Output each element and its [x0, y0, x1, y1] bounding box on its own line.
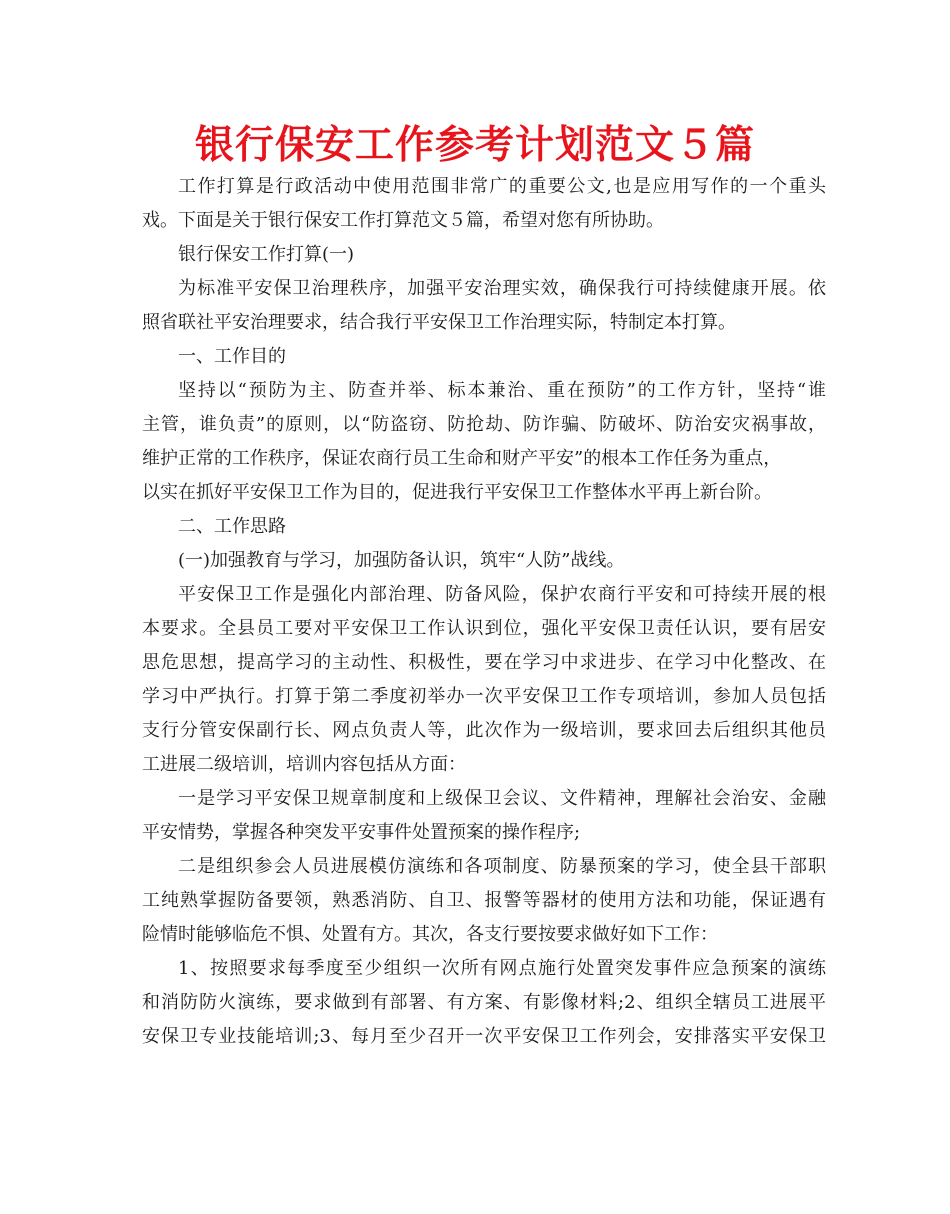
body-line: 二是组织参会人员进展模仿演练和各项制度、防暴预案的学习，使全县干部职: [178, 856, 826, 877]
document-body: [142, 170, 826, 1054]
body-line: 平安情势，掌握各种突发平安事件处置预案的操作程序;: [142, 822, 581, 843]
body-line: 学习中严执行。打算于第二季度初举办一次平安保卫工作专项培训，参加人员包括: [142, 686, 826, 707]
body-line: 主管，谁负责”的原则，以“防盗窃、防抢劫、防诈骗、防破坏、防治安灾祸事故，: [142, 414, 826, 435]
body-line: 思危思想，提高学习的主动性、积极性，要在学习中求进步、在学习中化整改、在: [142, 652, 826, 673]
body-line: 维护正常的工作秩序，保证农商行员工生命和财产平安”的根本工作任务为重点，: [142, 448, 782, 469]
body-line: 1、按照要求每季度至少组织一次所有网点施行处置突发事件应急预案的演练: [178, 958, 826, 979]
body-line: 照省联社平安治理要求，结合我行平安保卫工作治理实际，特制定本打算。: [142, 312, 736, 333]
body-line: 二、工作思路: [178, 516, 286, 537]
body-line: 工作打算是行政活动中使用范围非常广的重要公文,也是应用写作的一个重头: [178, 176, 826, 197]
body-line: 险情时能够临危不惧、处置有方。其次，各支行要按要求做好如下工作：: [142, 924, 718, 945]
body-line: 工纯熟掌握防备要领，熟悉消防、自卫、报警等器材的使用方法和功能，保证遇有: [142, 890, 826, 911]
body-line: 戏。下面是关于银行保安工作打算范文５篇，希望对您有所协助。: [142, 210, 664, 231]
body-line: (一)加强教育与学习，加强防备认识，筑牢“人防”战线。: [178, 550, 625, 571]
body-line: 本要求。全县员工要对平安保卫工作认识到位，强化平安保卫责任认识，要有居安: [142, 618, 826, 639]
body-line: 支行分管安保副行长、网点负责人等，此次作为一级培训，要求回去后组织其他员: [142, 720, 826, 741]
body-line: 一、工作目的: [178, 346, 286, 367]
body-line: 以实在抓好平安保卫工作为目的，促进我行平安保卫工作整体水平再上新台阶。: [142, 482, 772, 503]
body-line: 和消防防火演练，要求做到有部署、有方案、有影像材料;2、组织全辖员工进展平: [142, 992, 826, 1013]
body-line: 安保卫专业技能培训;3、每月至少召开一次平安保卫工作列会，安排落实平安保卫: [142, 1026, 826, 1047]
body-line: 银行保安工作打算(一): [178, 244, 355, 265]
body-line: 一是学习平安保卫规章制度和上级保卫会议、文件精神，理解社会治安、金融: [178, 788, 826, 809]
body-line: 坚持以“预防为主、防查并举、标本兼治、重在预防”的工作方针，坚持“谁: [178, 380, 826, 401]
document-title: 银行保安工作参考计划范文５篇: [194, 123, 755, 168]
body-line: 平安保卫工作是强化内部治理、防备风险，保护农商行平安和可持续开展的根: [178, 584, 826, 605]
body-line: 为标准平安保卫治理秩序，加强平安治理实效，确保我行可持续健康开展。依: [178, 278, 826, 299]
body-line: 工进展二级培训，培训内容包括从方面：: [142, 754, 466, 775]
